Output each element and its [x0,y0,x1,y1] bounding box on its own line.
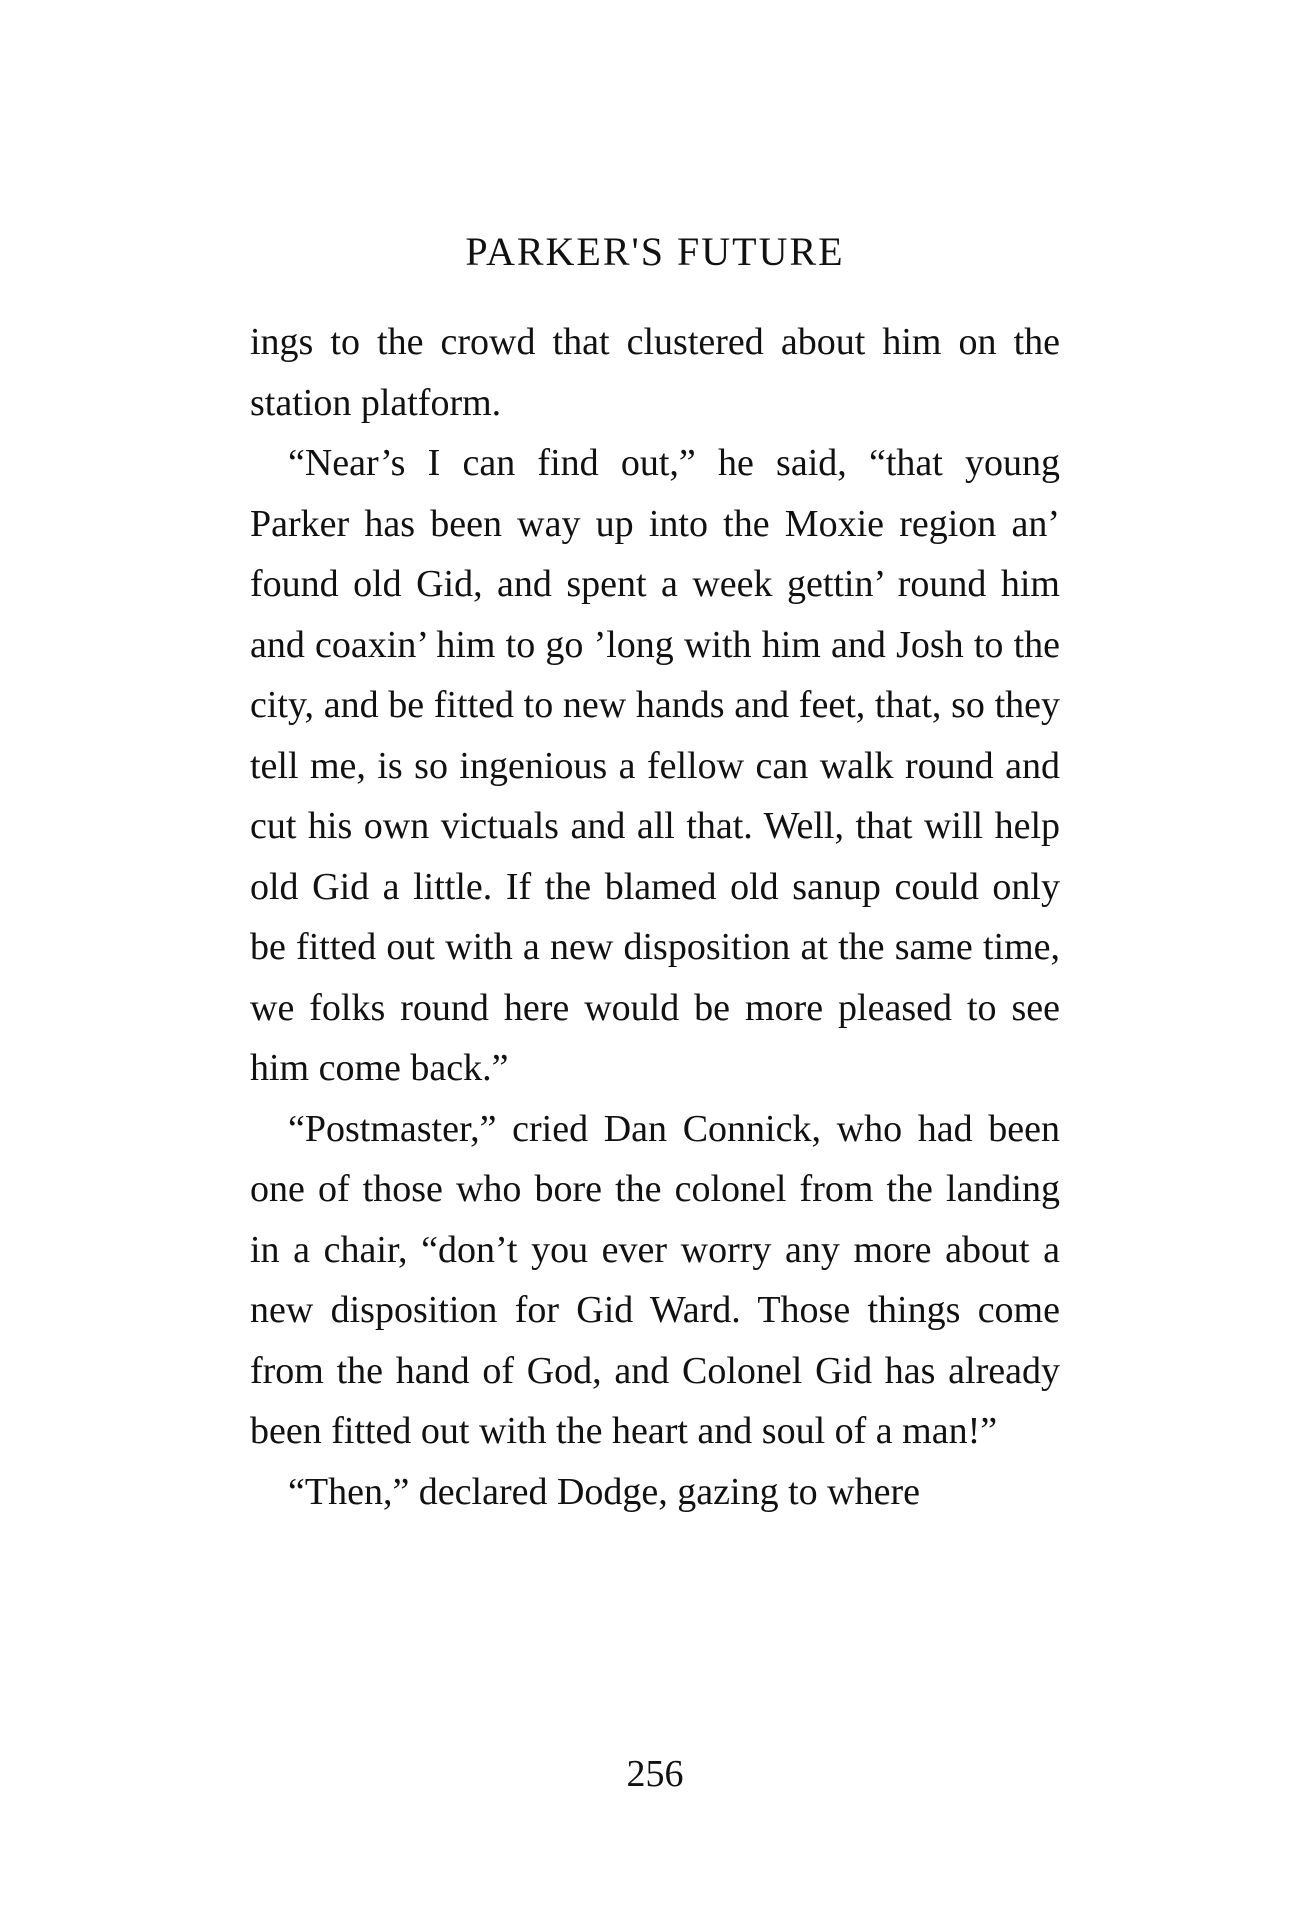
page-number: 256 [626,1753,684,1795]
body-text [250,312,1060,1522]
paragraph-4: “Then,” declared Dodge, gazing to where [288,1470,920,1513]
running-head: PARKER'S FUTURE [465,229,845,274]
paragraph-3: “Postmaster,” cried Dan Connick, who had been one of those who bore the colonel from the landing in a chair, “don’t you ever worry any more about a new disposition for Gid Ward. Those things come from the hand of God, and Colonel Gid has already been fitted out with the heart and soul of a man!” [250,1107,1060,1452]
paragraph-2: “Near’s I can find out,” he said, “that young Parker has been way up into the Moxie region an’ found old Gid, and spent a week gettin’ round him and coaxin’ him to go ’long with him and Josh to the city, and be fitted to new hands and feet, that, so they tell me, is so ingenious a fellow can walk round and cut his own victuals and all that. Well, that will help old Gid a little. If the blamed old sanup could only be fitted out with a new disposition at the same time, we folks round here would be more pleased to see him come back.” [250,442,1060,1089]
paragraph-1: ings to the crowd that clustered about him on the station platform. [250,321,1060,424]
